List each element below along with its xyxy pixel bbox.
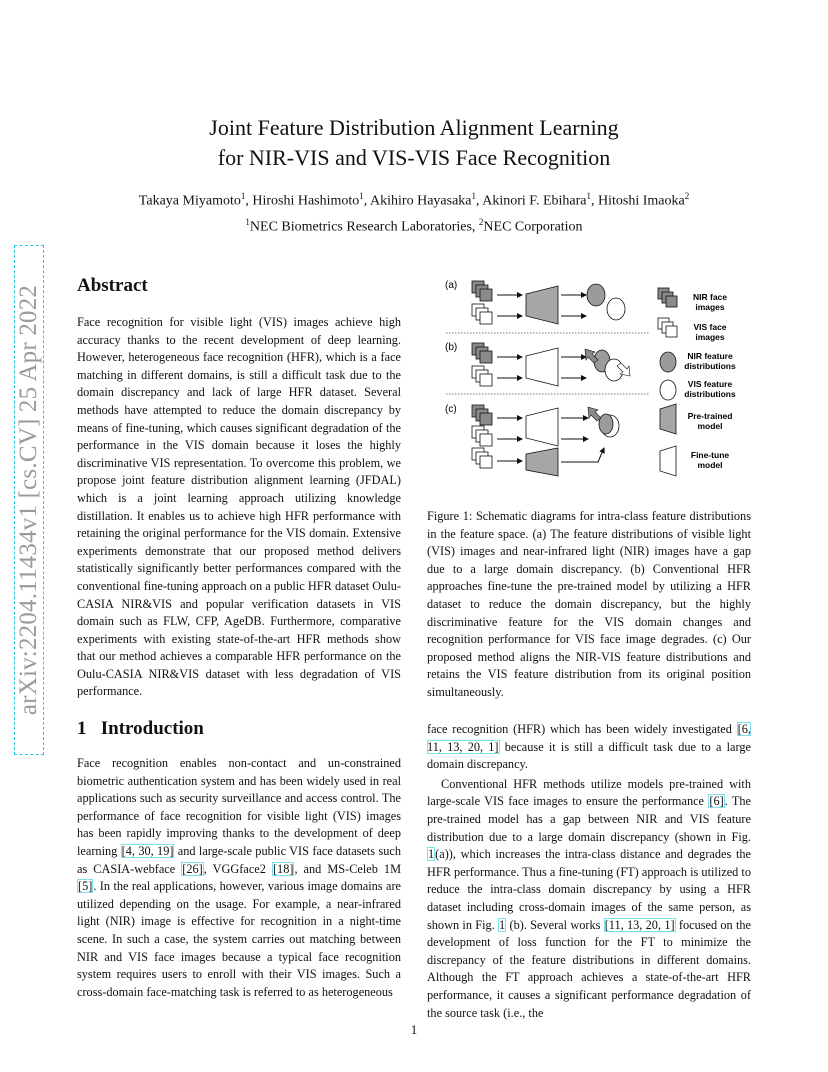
affil-sup: 1 [245, 216, 250, 227]
legend-finetune-label-1: Fine-tune [690, 450, 730, 460]
intro-left-column [77, 755, 401, 1001]
panel-c-diagram [472, 405, 619, 476]
finetune-model-icon [526, 408, 558, 446]
legend-nir-dist-label-1: NIR feature [687, 351, 733, 361]
author-block [0, 186, 828, 237]
author-name: Hiroshi Hashimoto [252, 193, 360, 209]
text-run: Face recognition enables non-contact and un-constrained biometric authentication system and has been widely used in real applications such as security surveillance and access control. The performance of face recognition for visible light (VIS) images has been rapidly improving thanks to the development of deep learning [77, 756, 401, 858]
arxiv-stamp[interactable] [14, 245, 44, 755]
section-heading-introduction [77, 718, 204, 740]
page-number: 1 [410, 1022, 418, 1037]
citation-link[interactable]: [11, 13, 20, 1] [604, 917, 675, 932]
intro-paragraph [427, 721, 751, 774]
figure-link[interactable]: 1 [428, 847, 435, 862]
vis-image-stack-icon [472, 448, 492, 468]
abstract-heading: Abstract [77, 275, 148, 296]
figure-1-caption [427, 508, 751, 702]
text-run: face recognition (HFR) which has been widely investigated [427, 722, 737, 736]
panel-b-diagram [472, 343, 630, 386]
vis-image-stack-icon [472, 366, 492, 386]
citation-link[interactable]: [6] [709, 794, 724, 809]
paper-title [0, 113, 828, 173]
text-run: . In the real applications, however, various image domains are utilized depending on the usage. For example, a near-infrared light (NIR) image is effective for recognition in a night-time scene. In such a case, the system carries out matching between NIR and VIS face images because a typical face recognition system requires users to enroll with their VIS images. Such a cross-domain face-matching task is referred to as heterogeneous [77, 879, 401, 999]
vis-image-stack-icon [472, 426, 492, 446]
author-name: Akihiro Hayasaka [370, 193, 472, 209]
affil-sup: 2 [478, 216, 484, 227]
legend-finetune-label-2: model [697, 460, 723, 470]
finetune-model-icon [526, 348, 558, 386]
intro-right-column [427, 721, 751, 1022]
abstract-body [77, 314, 401, 701]
citation-link[interactable]: [26] [182, 861, 203, 876]
legend-pretrained-label-1: Pre-trained [687, 411, 733, 421]
legend-nir-face-label-1: NIR face [692, 292, 728, 302]
intro-paragraph [77, 755, 401, 1001]
legend-vis-dist-label-2: distributions [684, 389, 736, 399]
legend-nir-dist-icon [660, 352, 676, 372]
title-line-2: for NIR-VIS and VIS-VIS Face Recognition [217, 145, 611, 170]
affil-text: NEC Biometrics Research Laboratories, [249, 219, 479, 235]
author-affil-sup: 1 [359, 191, 364, 201]
affil-text: NEC Corporation [483, 219, 583, 235]
legend-vis-face-icon [658, 318, 677, 337]
pretrained-model-icon [526, 448, 558, 476]
panel-label-a: (a) [445, 280, 458, 291]
legend-finetune-icon [660, 446, 676, 476]
intro-paragraph [427, 776, 751, 1022]
nir-image-stack-icon [472, 343, 492, 363]
author-list [0, 186, 828, 212]
legend-vis-face-label-1: VIS face [693, 322, 727, 332]
vis-distribution-icon [607, 298, 625, 320]
legend-vis-face-label-2: images [695, 332, 725, 342]
arxiv-stamp-text: arXiv:2204.11434v1 [cs.CV] 25 Apr 2022 [15, 284, 42, 716]
legend-vis-dist-icon [660, 380, 676, 400]
panel-a-diagram [472, 281, 625, 324]
author-affil-sup: 1 [586, 191, 591, 201]
legend-pretrained-label-2: model [697, 421, 723, 431]
figure-link[interactable]: 1 [499, 917, 506, 932]
panel-label-b: (b) [445, 342, 458, 353]
legend-pretrained-icon [660, 404, 676, 434]
citation-link[interactable]: [4, 30, 19] [121, 843, 174, 858]
author-separator: , [590, 193, 598, 209]
vis-image-stack-icon [472, 304, 492, 324]
pretrained-model-icon [526, 286, 558, 324]
author-separator: , [245, 193, 253, 209]
nir-image-stack-icon [472, 281, 492, 301]
legend-nir-dist-label-2: distributions [684, 361, 736, 371]
section-number: 1 [77, 718, 87, 739]
text-run: (b). Several works [506, 917, 604, 932]
author-separator: , [363, 193, 371, 209]
text-run: and large-scale public VIS face datasets such as CASIA-webface [77, 843, 401, 876]
legend-nir-face-label-2: images [695, 302, 725, 312]
author-affil-sup: 1 [471, 191, 476, 201]
author-name: Hitoshi Imaoka [597, 193, 685, 209]
section-title: Introduction [100, 718, 204, 739]
text-run: . The pre-trained model has a gap between NIR and VIS feature distribution due to a large domain discrepancy (shown in Fig. [427, 794, 752, 844]
legend-vis-dist-label-1: VIS feature [687, 379, 733, 389]
affiliations [0, 212, 828, 238]
text-run: (a)), which increases the intra-class distance and degrades the HFR performance. Thus a fine-tuning (FT) approach is utilized to reduce the intra-class domain discrepancy by using a HFR dataset including cross-domain images of the same person, as shown in Fig. [427, 847, 751, 932]
citation-link[interactable]: [18] [272, 861, 294, 876]
author-affil-sup: 2 [684, 191, 690, 201]
nir-distribution-icon [599, 414, 613, 434]
figure-1-diagram [438, 276, 758, 486]
author-name: Takaya Miyamoto [138, 193, 241, 209]
author-separator: , [476, 193, 483, 209]
text-run: Conventional HFR methods utilize models pre-trained with large-scale VIS face images to ensure the performance [427, 776, 751, 809]
caption-text: Figure 1: Schematic diagrams for intra-class feature distributions in the feature space. (a) The feature distributions of visible light (VIS) images and near-infrared light (NIR) images have a gap due to a large domain discrepancy. (b) Conventional HFR approaches fine-tune the pre-trained model by utilizing a HFR dataset to reduce the domain discrepancy, but the highly discriminative feature for the VIS domain changes and recognition performance for VIS face image degrades. (c) Our proposed method aligns the NIR-VIS feature distributions and retains the VIS feature distribution from its original position simultaneously. [427, 509, 751, 699]
citation-link[interactable]: [5] [78, 879, 93, 894]
author-affil-sup: 1 [240, 191, 246, 201]
author-name: Akinori F. Ebihara [482, 193, 587, 209]
nir-image-stack-icon [472, 405, 492, 425]
figure-legend [658, 288, 736, 476]
abstract-text: Face recognition for visible light (VIS) images achieve high accuracy thanks to the recent development of deep learning. However, heterogeneous face recognition (HFR), which is a face matching in different domains, is still a difficult task due to the domain discrepancy and lack of large HFR dataset. Several methods have attempted to reduce the domain discrepancy by means of fine-tuning, which causes significant degradation of the performance in the VIS domain because it loses the highly discriminative VIS representation. To overcome this problem, we propose joint feature distribution alignment learning (JFDAL) which is a joint learning approach utilizing knowledge distillation. It enables us to achieve high HFR performance with retaining the original performance for the VIS domain. Extensive experiments demonstrate that our proposed method delivers statistically significantly better performances compared with the conventional fine-tuning approach on a public HFR dataset Oulu-CASIA NIR&VIS and popular verification datasets in VIS domain such as FLW, CFP, AgeDB. Furthermore, comparative experiments with existing state-of-the-art HFR methods show that our method achieves a comparable HFR performance on the Oulu-CASIA NIR&VIS dataset with less degradation of VIS performance. [77, 315, 401, 699]
citation-link[interactable]: [6, 11, 13, 20, 1] [427, 722, 751, 754]
shift-arrow-icon [588, 407, 601, 421]
panel-label-c: (c) [445, 404, 457, 415]
text-run: , VGGface2 [203, 861, 272, 876]
text-run: focused on the development of loss function for the FT to minimize the discrepancy of the feature distributions in different domains. Although the FT approach achieves a state-of-the-art HFR performance, it causes a significant performance degradation of the source task (i.e., the [427, 917, 752, 1020]
legend-nir-face-icon [658, 288, 677, 307]
title-line-1: Joint Feature Distribution Alignment Learning [209, 115, 619, 140]
vis-distribution-icon [605, 359, 623, 381]
text-run: , and MS-Celeb 1M [294, 861, 402, 876]
nir-distribution-icon [587, 284, 605, 306]
text-run: because it is still a difficult task due to a large domain discrepancy. [427, 739, 751, 772]
